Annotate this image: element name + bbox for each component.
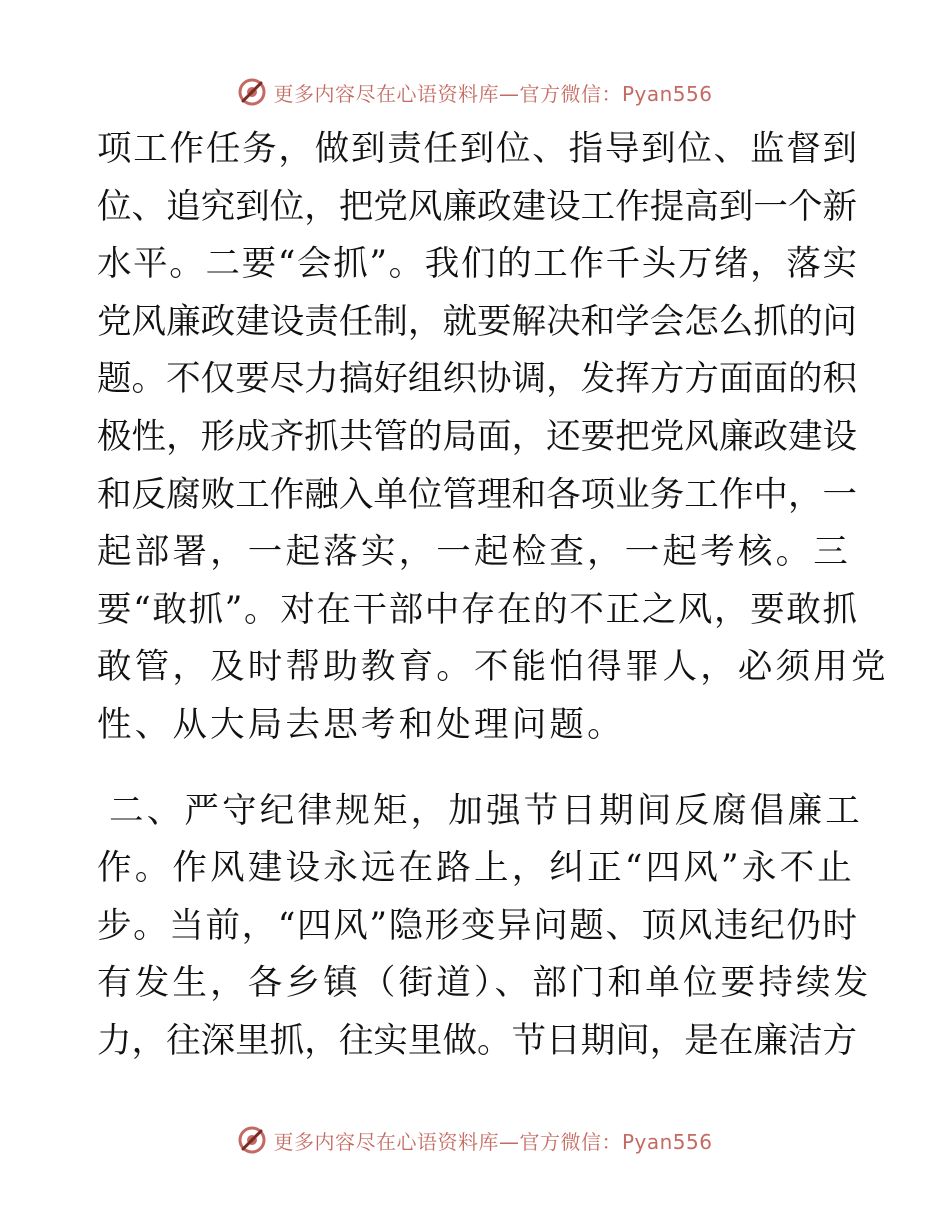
text-line: 力，往深里抓，往实里做。节日期间，是在廉洁方 [97,1020,857,1061]
text-line: 和反腐败工作融入单位管理和各项业务工作中，一 [97,474,857,515]
text-line: 性、从大局去思考和处理问题。 [97,704,625,745]
paragraph-1 [97,121,889,755]
text-line: 极性，形成齐抓共管的局面，还要把党风廉政建设 [97,416,857,457]
text-line: 党风廉政建设责任制，就要解决和学会怎么抓的问 [97,301,857,342]
paragraph-spacer [97,755,857,783]
text-line: 位、追究到位，把党风廉政建设工作提高到一个新 [97,186,857,227]
text-line: 项工作任务，做到责任到位、指导到位、监督到 [97,129,857,169]
text-line: 步。当前，“四风”隐形变异问题、顶风违纪仍时 [97,905,857,946]
footer-watermark-text: 更多内容尽在心语资料库—官方微信：Pyan556 [273,1129,713,1154]
text-line: 作。作风建设永远在路上，纠正“四风”永不止 [97,848,855,889]
text-line: 起部署，一起落实，一起检查，一起考核。三 [97,532,851,573]
text-line: 水平。二要“会抓”。我们的工作千头万绪，落实 [97,244,857,285]
section-heading-line: 二、严守纪律规矩，加强节日期间反腐倡廉工 [109,790,863,831]
text-line: 敢管，及时帮助教育。不能怕得罪人，必须用党 [97,647,889,688]
text-line: 要“敢抓”。对在干部中存在的不正之风，要敢抓 [97,589,857,630]
paragraph-2 [97,783,872,1071]
brand-logo-icon [237,1125,267,1155]
text-line: 题。不仅要尽力搞好组织协调，发挥方方面面的积 [97,359,857,400]
footer-watermark-banner [0,1120,950,1160]
brand-logo-icon [237,77,267,107]
header-watermark-banner [0,72,950,112]
text-line: 有发生，各乡镇（街道）、部门和单位要持续发 [97,963,872,1004]
document-body [97,121,889,1071]
header-watermark-text: 更多内容尽在心语资料库—官方微信：Pyan556 [273,81,713,106]
